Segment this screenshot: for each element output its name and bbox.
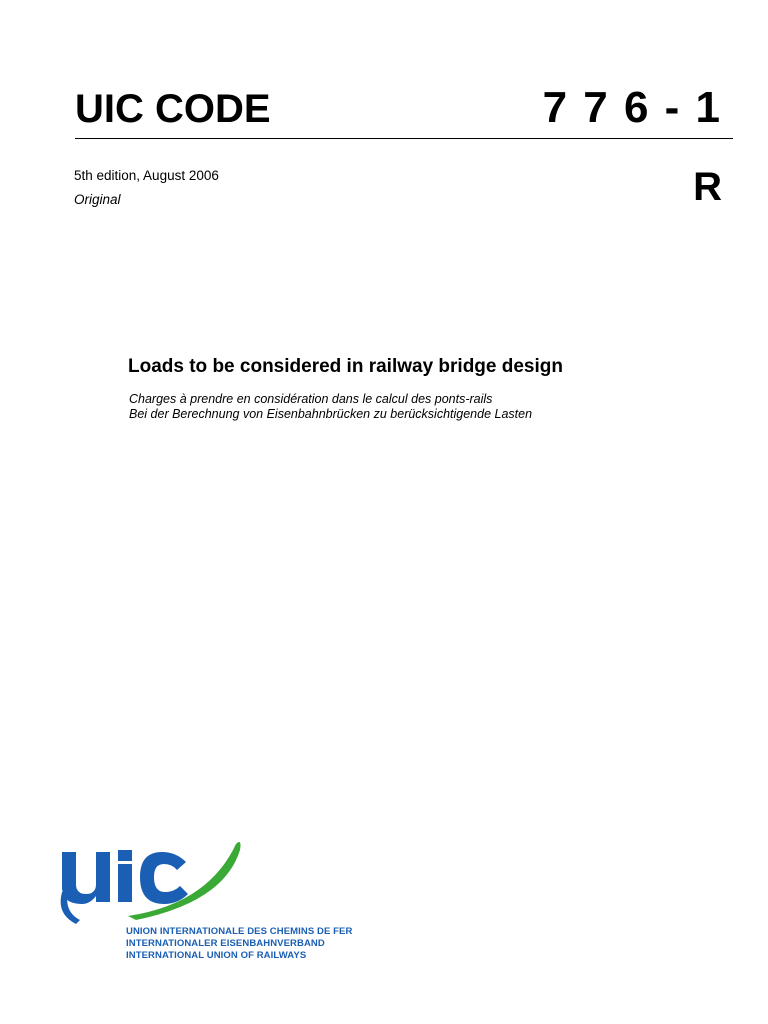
code-label: UIC CODE <box>75 87 271 131</box>
org-name-english: INTERNATIONAL UNION OF RAILWAYS <box>126 950 307 961</box>
logo-letter-u <box>62 852 110 904</box>
classification-letter: R <box>693 165 722 209</box>
document-title-french: Charges à prendre en considération dans le calcul des ponts-rails <box>129 392 493 406</box>
org-name-german: INTERNATIONALER EISENBAHNVERBAND <box>126 938 325 949</box>
document-title-german: Bei der Berechnung von Eisenbahnbrücken zu berücksichtigende Lasten <box>129 407 533 421</box>
logo-letter-i <box>118 864 132 902</box>
edition-text: 5th edition, August 2006 <box>74 168 219 183</box>
version-text: Original <box>74 192 121 207</box>
header-divider <box>75 138 733 139</box>
uic-logo-mark <box>58 832 258 927</box>
logo-letter-i-dot <box>118 850 132 861</box>
uic-logo <box>58 832 358 972</box>
org-name-french: UNION INTERNATIONALE DES CHEMINS DE FER <box>126 926 353 937</box>
code-number: 7 7 6 - 1 <box>542 83 722 132</box>
document-title: Loads to be considered in railway bridge design <box>128 356 563 377</box>
logo-letter-c <box>140 852 188 904</box>
